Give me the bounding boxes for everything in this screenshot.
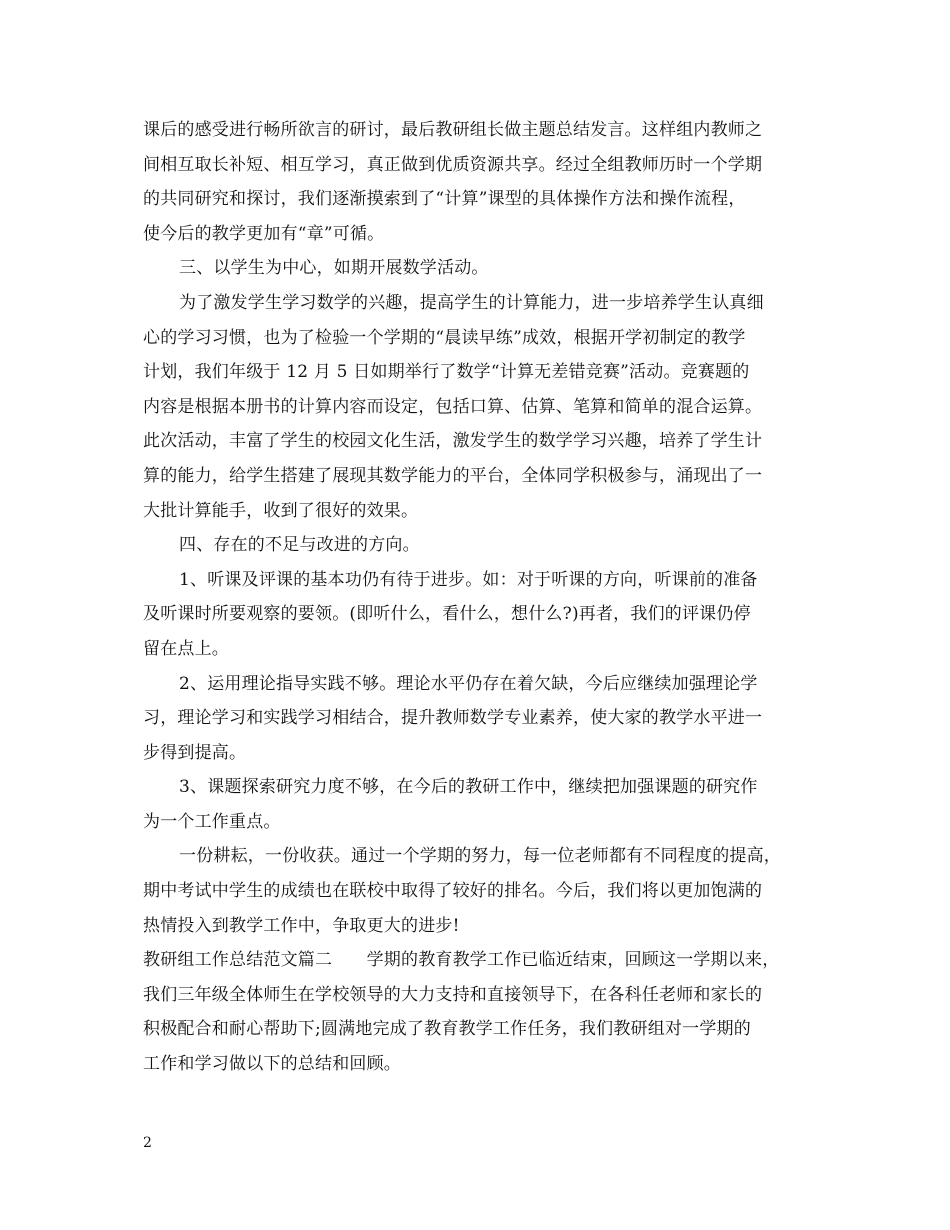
- section-heading: 三、以学生为中心，如期开展数学活动。: [179, 258, 489, 279]
- text-line: 3、课题探索研究力度不够，在今后的教研工作中，继续把加强课题的研究作: [179, 777, 758, 798]
- text-line: 此次活动，丰富了学生的校园文化生活，激发学生的数学学习兴趣，培养了学生计: [143, 431, 763, 452]
- text-line: 工作和学习做以下的总结和回顾。: [143, 1054, 401, 1075]
- text-line: 习，理论学习和实践学习相结合，提升教师数学专业素养，使大家的教学水平进一: [143, 708, 763, 729]
- text-line: 一份耕耘，一份收获。通过一个学期的努力，每一位老师都有不同程度的提高，: [179, 846, 781, 867]
- text-line: 及听课时所要观察的要领。(即听什么，看什么，想什么?)再者，我们的评课仍停: [143, 604, 751, 625]
- text-line: 内容是根据本册书的计算内容而设定，包括口算、估算、笔算和简单的混合运算。: [143, 396, 763, 417]
- text-line: 为一个工作重点。: [143, 811, 281, 832]
- text-line: 课后的感受进行畅所欲言的研讨，最后教研组长做主题总结发言。这样组内教师之: [143, 120, 763, 140]
- text-line: 留在点上。: [143, 638, 229, 659]
- text-line: 使今后的教学更加有“章”可循。: [143, 223, 385, 244]
- text-line: 我们三年级全体师生在学校领导的大力支持和直接领导下，在各科任老师和家长的: [143, 984, 763, 1005]
- text-line: 2、运用理论指导实践不够。理论水平仍存在着欠缺，今后应继续加强理论学: [179, 673, 758, 694]
- text-line: 期中考试中学生的成绩也在联校中取得了较好的排名。今后，我们将以更加饱满的: [143, 881, 763, 902]
- document-body: [143, 113, 823, 1082]
- text-line: 间相互取长补短、相互学习，真正做到优质资源共享。经过全组教师历时一个学期: [143, 154, 763, 175]
- text-line: 1、听课及评课的基本功仍有待于进步。如：对于听课的方向，听课前的准备: [179, 569, 758, 590]
- text-line: 为了激发学生学习数学的兴趣，提高学生的计算能力，进一步培养学生认真细: [179, 292, 764, 313]
- section-heading: 四、存在的不足与改进的方向。: [179, 535, 420, 556]
- text-line: 步得到提高。: [143, 742, 247, 763]
- text-line: 心的学习习惯，也为了检验一个学期的“晨读早练”成效，根据开学初制定的教学: [143, 327, 746, 348]
- text-line: 积极配合和耐心帮助下;圆满地完成了教育教学工作任务，我们教研组对一学期的: [143, 1019, 751, 1040]
- text-line: 的共同研究和探讨，我们逐渐摸索到了“计算”课型的具体操作方法和操作流程，: [143, 189, 746, 210]
- text-line: 算的能力，给学生搭建了展现其数学能力的平台，全体同学积极参与，涌现出了一: [143, 465, 763, 486]
- page-number: 2: [143, 1135, 152, 1151]
- text-line: 教研组工作总结范文篇二 学期的教育教学工作已临近结束，回顾这一学期以来，: [143, 950, 780, 971]
- text-line: 计划，我们年级于 12 月 5 日如期举行了数学“计算无差错竞赛”活动。竞赛题的: [143, 362, 750, 383]
- text-line: 热情投入到教学工作中，争取更大的进步!: [143, 915, 460, 936]
- text-line: 大批计算能手，收到了很好的效果。: [143, 500, 419, 521]
